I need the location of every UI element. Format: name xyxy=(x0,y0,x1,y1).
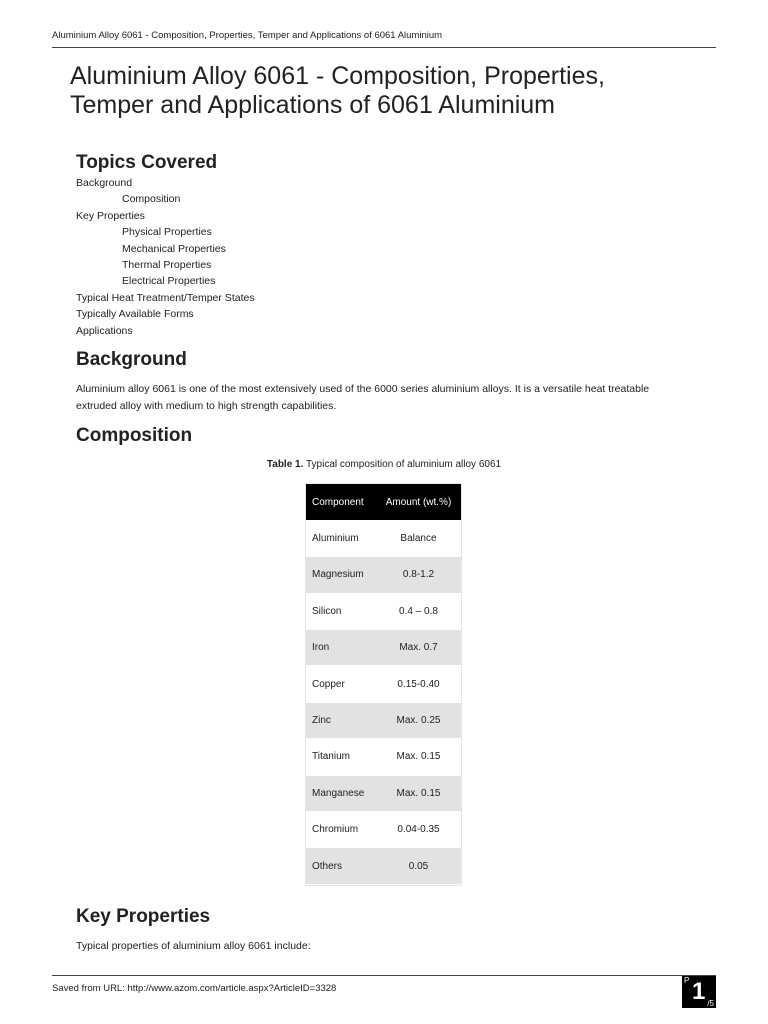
topics-heading: Topics Covered xyxy=(76,152,218,173)
topic-item[interactable]: Mechanical Properties xyxy=(122,242,226,255)
table-row xyxy=(306,666,461,702)
page-total: /5 xyxy=(707,999,714,1008)
table-row xyxy=(306,593,461,629)
table-row xyxy=(306,557,461,593)
header-divider xyxy=(52,47,716,48)
table-row xyxy=(306,630,461,666)
table-row xyxy=(306,848,461,884)
component-cell: Titanium xyxy=(306,739,376,775)
table-body xyxy=(306,520,461,884)
component-cell: Magnesium xyxy=(306,557,376,593)
amount-cell: Max. 0.15 xyxy=(376,739,461,775)
table-caption xyxy=(0,459,768,470)
amount-cell: Max. 0.7 xyxy=(376,630,461,666)
amount-cell: 0.15-0.40 xyxy=(376,666,461,702)
page-prefix: P xyxy=(684,976,690,985)
table-row xyxy=(306,702,461,738)
topic-item[interactable]: Typical Heat Treatment/Temper States xyxy=(76,291,255,304)
background-paragraph: Aluminium alloy 6061 is one of the most extensively used of the 6000 series aluminium alloys. It is a versatile heat treatable extruded alloy with medium to high strength capabilities. xyxy=(76,383,650,412)
topic-item[interactable]: Background xyxy=(76,177,133,189)
topic-item[interactable]: Electrical Properties xyxy=(122,275,216,288)
topic-item[interactable]: Key Properties xyxy=(76,209,145,222)
amount-cell: 0.4 – 0.8 xyxy=(376,593,461,629)
page-title: Aluminium Alloy 6061 - Composition, Properties, Temper and Applications of 6061 Aluminium xyxy=(70,62,605,119)
amount-cell: 0.05 xyxy=(376,848,461,884)
page-number: 1 xyxy=(692,978,706,1005)
topic-item[interactable]: Composition xyxy=(122,193,181,206)
key-properties-heading: Key Properties xyxy=(76,906,211,927)
composition-heading: Composition xyxy=(76,425,193,446)
composition-table xyxy=(306,484,461,885)
amount-cell: 0.04-0.35 xyxy=(376,812,461,848)
component-cell: Aluminium xyxy=(306,520,376,556)
table-row xyxy=(306,775,461,811)
table-row xyxy=(306,520,461,556)
component-cell: Silicon xyxy=(306,593,376,629)
topics-list xyxy=(76,175,476,339)
amount-cell: Max. 0.25 xyxy=(376,702,461,738)
component-cell: Zinc xyxy=(306,702,376,738)
saved-from-url: Saved from URL: http://www.azom.com/article.aspx?ArticleID=3328 xyxy=(52,983,337,994)
component-cell: Copper xyxy=(306,666,376,702)
amount-cell: 0.8-1.2 xyxy=(376,557,461,593)
topic-item[interactable]: Physical Properties xyxy=(122,226,212,239)
topic-item[interactable]: Typically Available Forms xyxy=(76,308,194,321)
component-cell: Others xyxy=(306,848,376,884)
topic-item[interactable]: Thermal Properties xyxy=(122,259,212,272)
table-header-row xyxy=(306,484,461,520)
page-number-badge xyxy=(682,976,716,1008)
amount-cell: Max. 0.15 xyxy=(376,775,461,811)
footer-divider xyxy=(52,975,716,976)
table-row xyxy=(306,812,461,848)
table-caption-label: Table 1. xyxy=(266,459,304,470)
key-properties-intro: Typical properties of aluminium alloy 6061 include: xyxy=(76,940,311,952)
topic-item[interactable]: Applications xyxy=(76,324,133,337)
column-header-amount: Amount (wt.%) xyxy=(376,484,461,520)
table-row xyxy=(306,739,461,775)
column-header-component: Component xyxy=(306,484,376,520)
running-header: Aluminium Alloy 6061 - Composition, Properties, Temper and Applications of 6061 Aluminium xyxy=(52,30,443,41)
amount-cell: Balance xyxy=(376,520,461,556)
background-heading: Background xyxy=(76,349,187,370)
component-cell: Manganese xyxy=(306,775,376,811)
table-caption-text: Typical composition of aluminium alloy 6061 xyxy=(303,459,502,470)
component-cell: Chromium xyxy=(306,812,376,848)
component-cell: Iron xyxy=(306,630,376,666)
